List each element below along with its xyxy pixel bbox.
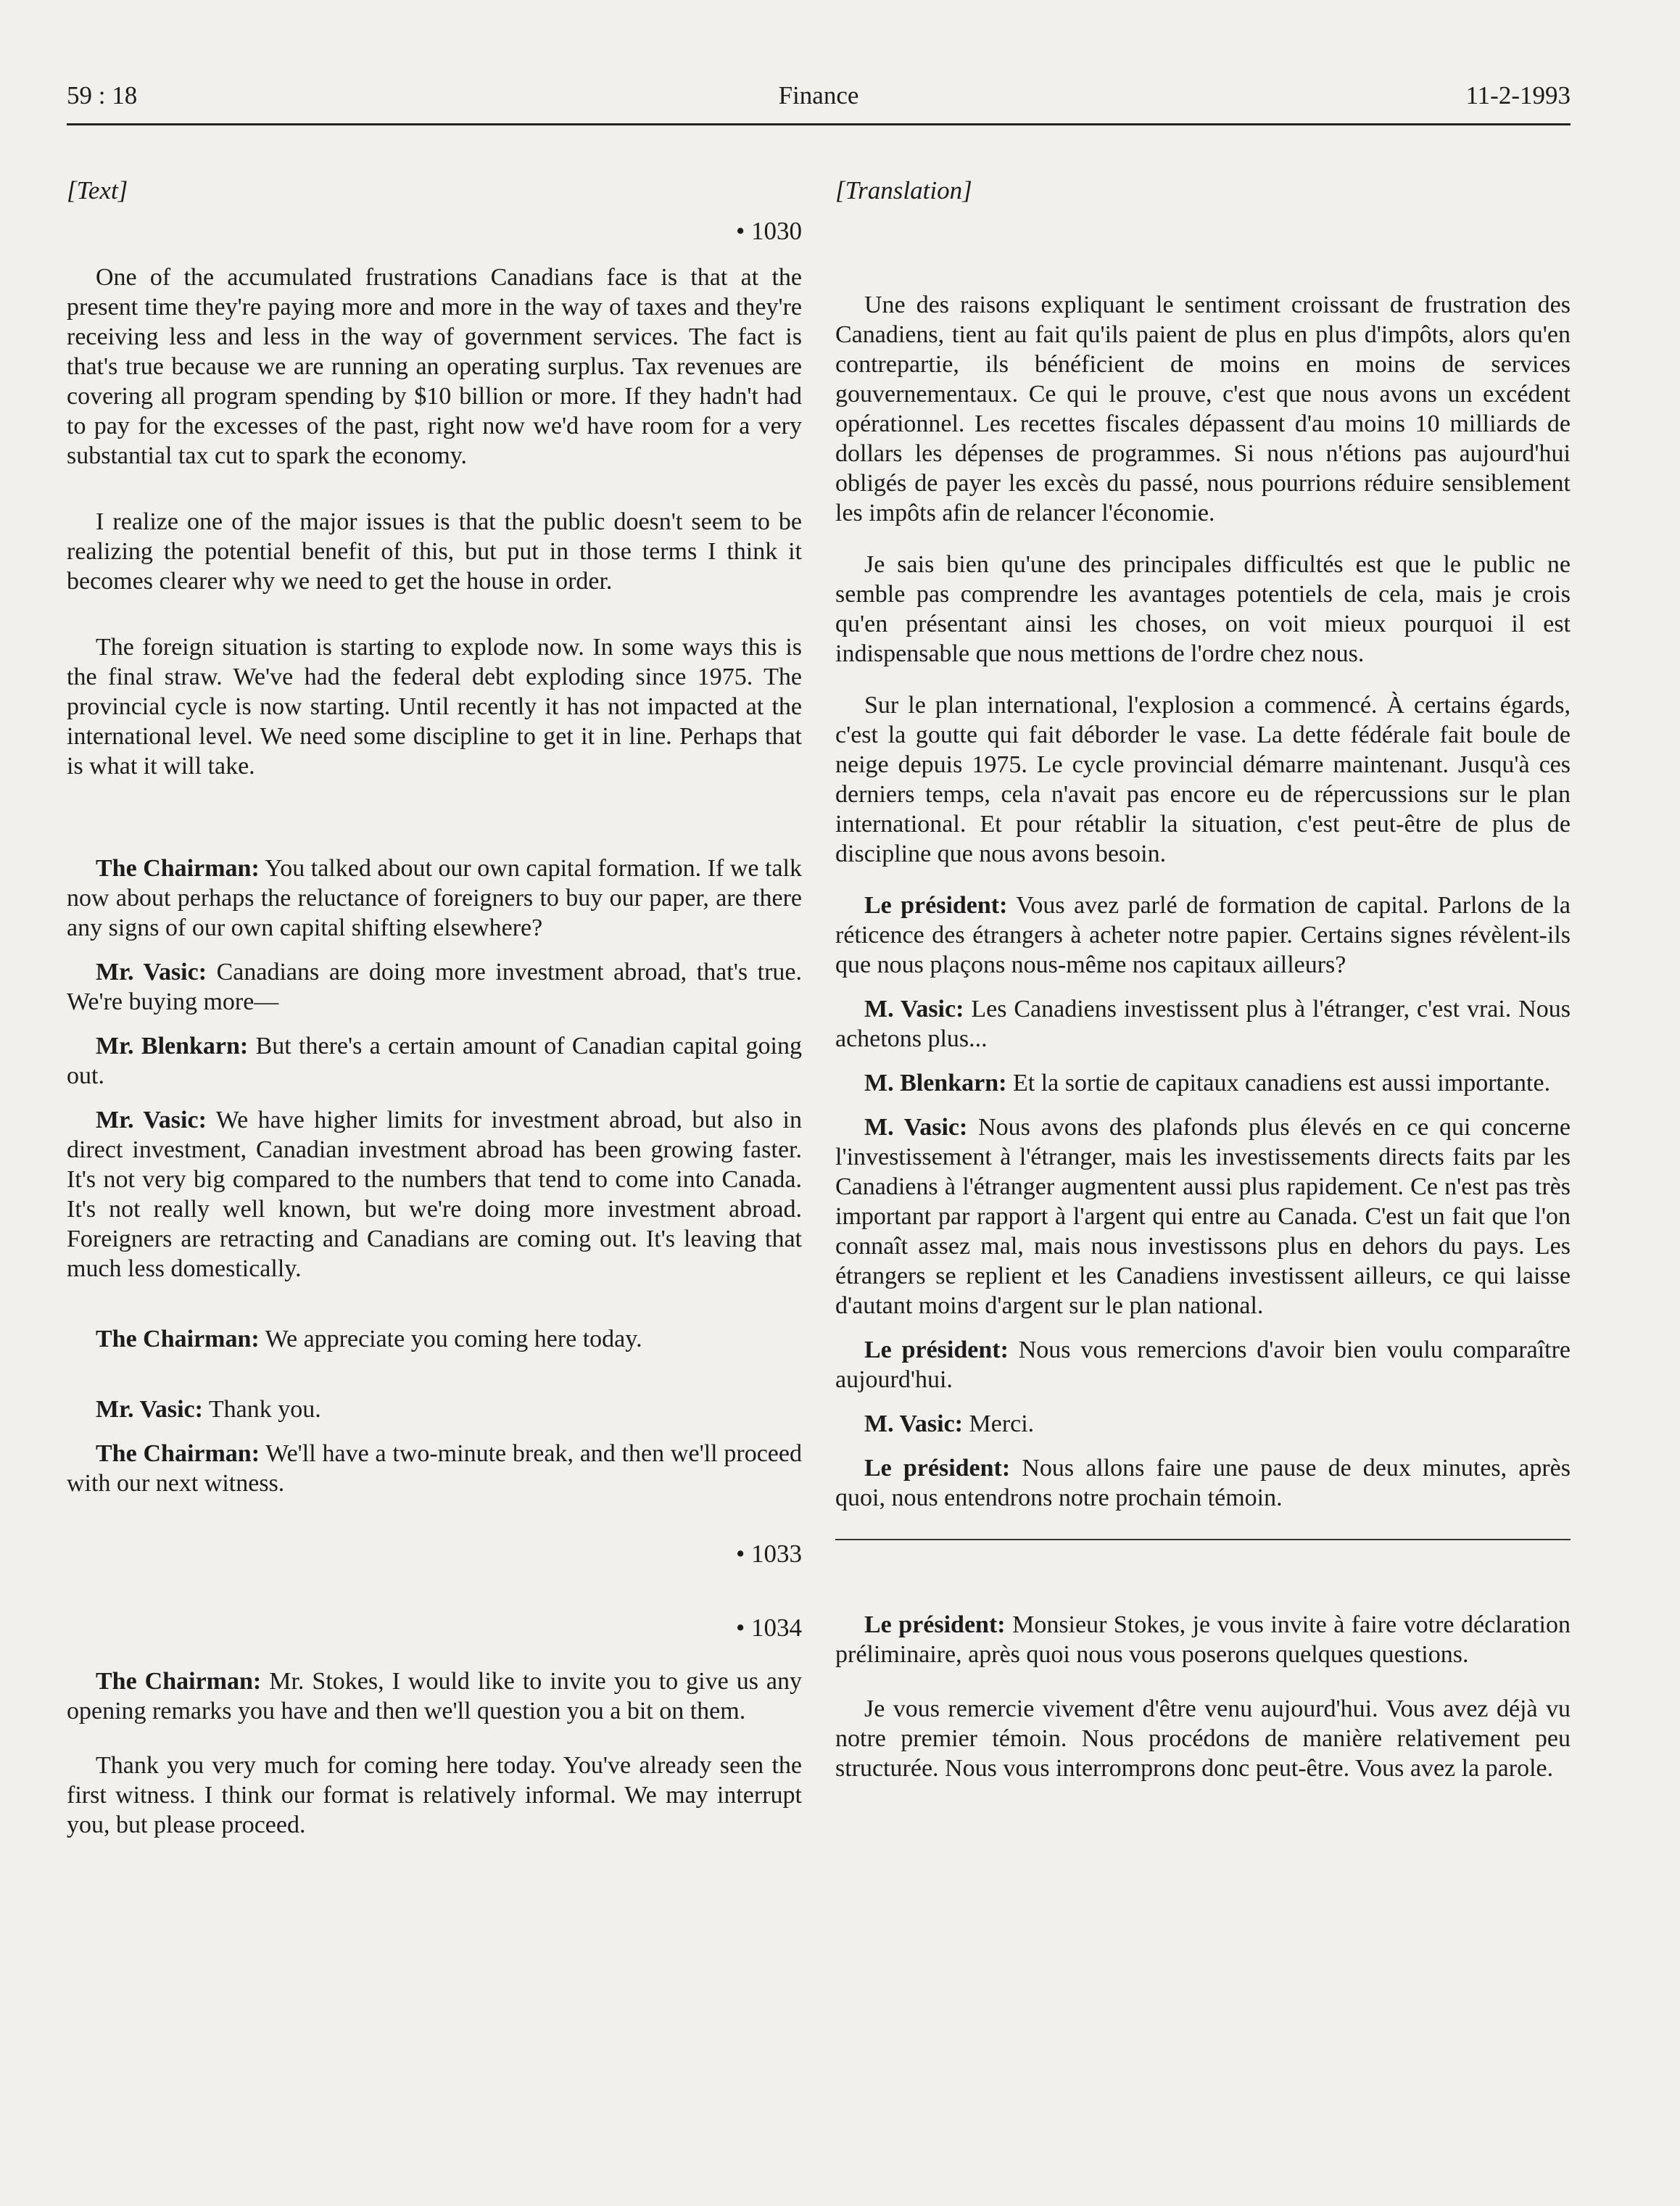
speech-text: You talked about our own capital formation. If we talk now about perhaps the reluctance of foreigners to buy our paper, are there any signs of our own capital shifting elsewhere? [67, 855, 802, 941]
time-marker-1030: • 1030 [735, 217, 802, 245]
speaker-name: Le président: [864, 1455, 1011, 1482]
paragraph: Je sais bien qu'une des principales difficultés est que le public ne semble pas comprendre les avantages potentiels de cela, mais je crois qu'en présentant ainsi les choses, on voit mieux pourquoi il est indispensable que nous mettions de l'ordre chez nous. [835, 551, 1571, 667]
speech [835, 1409, 1571, 1439]
speech-text: Monsieur Stokes, je vous invite à faire votre déclaration préliminaire, après quoi nous vous poserons quelques questions. [835, 1611, 1571, 1668]
speech-text: Nous avons des plafonds plus élevés en ce qui concerne l'investissement à l'étranger, mais les investissements directs faits par les Canadiens à l'étranger augmentent aussi plus rapidement. Ce n'est pas très important par rapport à l'argent qui entre au Canada. C'est un fait que l'on connaît assez mal, mais nous investissons plus en dehors du pays. Les étrangers se replient et les Canadiens investissent ailleurs, ce qui laisse d'autant moins d'argent sur le plan national. [835, 1114, 1571, 1319]
speech [67, 854, 802, 943]
speech [835, 994, 1571, 1054]
speech [67, 1395, 802, 1424]
speech-text: Nous vous remercions d'avoir bien voulu comparaître aujourd'hui. [835, 1337, 1571, 1393]
speaker-name: Le président: [864, 1337, 1009, 1363]
speaker-name: The Chairman: [96, 1440, 260, 1467]
english-column [67, 168, 802, 1840]
page-date: 11-2-1993 [1465, 81, 1571, 110]
speaker-name: Le président: [864, 892, 1008, 919]
page-number: 59 : 18 [67, 81, 138, 110]
speech-text: But there's a certain amount of Canadian capital going out. [67, 1033, 803, 1089]
time-marker-1034: • 1034 [735, 1614, 802, 1642]
speech-text: Canadians are doing more investment abroad, that's true. We're buying more— [67, 959, 802, 1015]
paragraph: One of the accumulated frustrations Canadians face is that at the present time they're paying more and more in the way of taxes and they're receiving less and less in the way of government services. The fact is that's true because we are running an operating surplus. Tax revenues are covering all program spending by $10 billion or more. If they hadn't had to pay for the excesses of the past, right now we'd have room for a very substantial tax cut to spark the economy. [67, 264, 802, 469]
speech-text: We have higher limits for investment abroad, but also in direct investment, Canadian investment abroad has been growing faster. It's not very big compared to the numbers that tend to come into Canada. It's not really well known, but we're doing more investment abroad. Foreigners are retracting and Canadians are coming out. It's leaving that much less domestically. [67, 1107, 802, 1282]
speech-text: Nous allons faire une pause de deux minutes, après quoi, nous entendrons notre prochain témoin. [835, 1455, 1571, 1511]
paragraph: Sur le plan international, l'explosion a commencé. À certains égards, c'est la goutte qui fait déborder le vase. La dette fédérale fait boule de neige depuis 1975. Le cycle provincial démarre maintenant. Jusqu'à ces derniers temps, cela n'avait pas encore eu de répercussions sur le plan international. Et pour rétablir la situation, c'est peut-être de plus de discipline que nous avons besoin. [835, 692, 1571, 867]
speech [67, 1324, 802, 1354]
speech-text: Vous avez parlé de formation de capital. Parlons de la réticence des étrangers à acheter notre papier. Certains signes révèlent-ils que nous plaçons nous-même nos capitaux ailleurs? [835, 892, 1571, 978]
paragraph: The foreign situation is starting to explode now. In some ways this is the final straw. We've had the federal debt exploding since 1975. The provincial cycle is now starting. Until recently it has not impacted at the international level. We need some discipline to get it in line. Perhaps that is what it will take. [67, 634, 802, 780]
text-label: [Text] [67, 176, 128, 205]
speech-text: Merci. [969, 1410, 1035, 1437]
paragraph: I realize one of the major issues is that the public doesn't seem to be realizing the potential benefit of this, but put in those terms I think it becomes clearer why we need to get the house in order. [67, 508, 802, 595]
speaker-name: Le président: [864, 1611, 1006, 1638]
speech [835, 1335, 1571, 1395]
speech [67, 1666, 802, 1726]
french-column [835, 168, 1571, 1783]
speech [67, 1105, 802, 1284]
speech-text: Les Canadiens investissent plus à l'étranger, c'est vrai. Nous achetons plus... [835, 996, 1571, 1052]
speech-text: We'll have a two-minute break, and then we'll proceed with our next witness. [67, 1440, 802, 1497]
speech [835, 1453, 1571, 1513]
speaker-name: M. Vasic: [864, 996, 964, 1023]
speaker-name: Mr. Vasic: [96, 1396, 203, 1423]
speaker-name: Mr. Blenkarn: [96, 1033, 249, 1059]
page-header [67, 81, 1571, 125]
paragraph: Une des raisons expliquant le sentiment croissant de frustration des Canadiens, tient au fait qu'ils paient de plus en plus d'impôts, alors qu'en contrepartie, ils bénéficient de moins en moins de services gouvernementaux. Ce qui le prouve, c'est que nous avons un excédent opérationnel. Les recettes fiscales dépassent d'au moins 10 milliards de dollars les dépenses de programmes. Si nous n'étions pas aujourd'hui obligés de payer les excès du passé, nous pourrions réduire sensiblement les impôts afin de relancer l'économie. [835, 292, 1571, 526]
paragraph: Thank you very much for coming here today. You've already seen the first witness. I think our format is relatively informal. We may interrupt you, but please proceed. [67, 1752, 802, 1838]
time-marker-1033: • 1033 [735, 1540, 802, 1568]
speech-text: Thank you. [208, 1396, 321, 1423]
speech [835, 891, 1571, 980]
speech [835, 1112, 1571, 1321]
speech [835, 1610, 1571, 1669]
speaker-name: The Chairman: [96, 855, 260, 882]
speech [835, 1068, 1571, 1098]
speech [67, 1031, 802, 1091]
speaker-name: M. Blenkarn: [864, 1070, 1007, 1096]
speech-text: Mr. Stokes, I would like to invite you to give us any opening remarks you have and then we'll question you a bit on them. [67, 1668, 803, 1724]
speech-text: We appreciate you coming here today. [265, 1326, 642, 1352]
speech [67, 957, 802, 1017]
speaker-name: Mr. Vasic: [96, 959, 207, 986]
section-divider [835, 1539, 1571, 1540]
speaker-name: The Chairman: [96, 1668, 262, 1695]
translation-label: [Translation] [835, 176, 972, 205]
page-title: Finance [778, 81, 859, 110]
speaker-name: M. Vasic: [864, 1114, 968, 1141]
speaker-name: M. Vasic: [864, 1410, 963, 1437]
speaker-name: Mr. Vasic: [96, 1107, 207, 1133]
paragraph: Je vous remercie vivement d'être venu aujourd'hui. Vous avez déjà vu notre premier témoin. Nous procédons de manière relativement peu structurée. Nous vous interromprons donc peut-être. Vous avez la parole. [835, 1695, 1571, 1782]
speaker-name: The Chairman: [96, 1326, 260, 1352]
speech-text: Et la sortie de capitaux canadiens est aussi importante. [1012, 1070, 1551, 1096]
speech [67, 1439, 802, 1498]
